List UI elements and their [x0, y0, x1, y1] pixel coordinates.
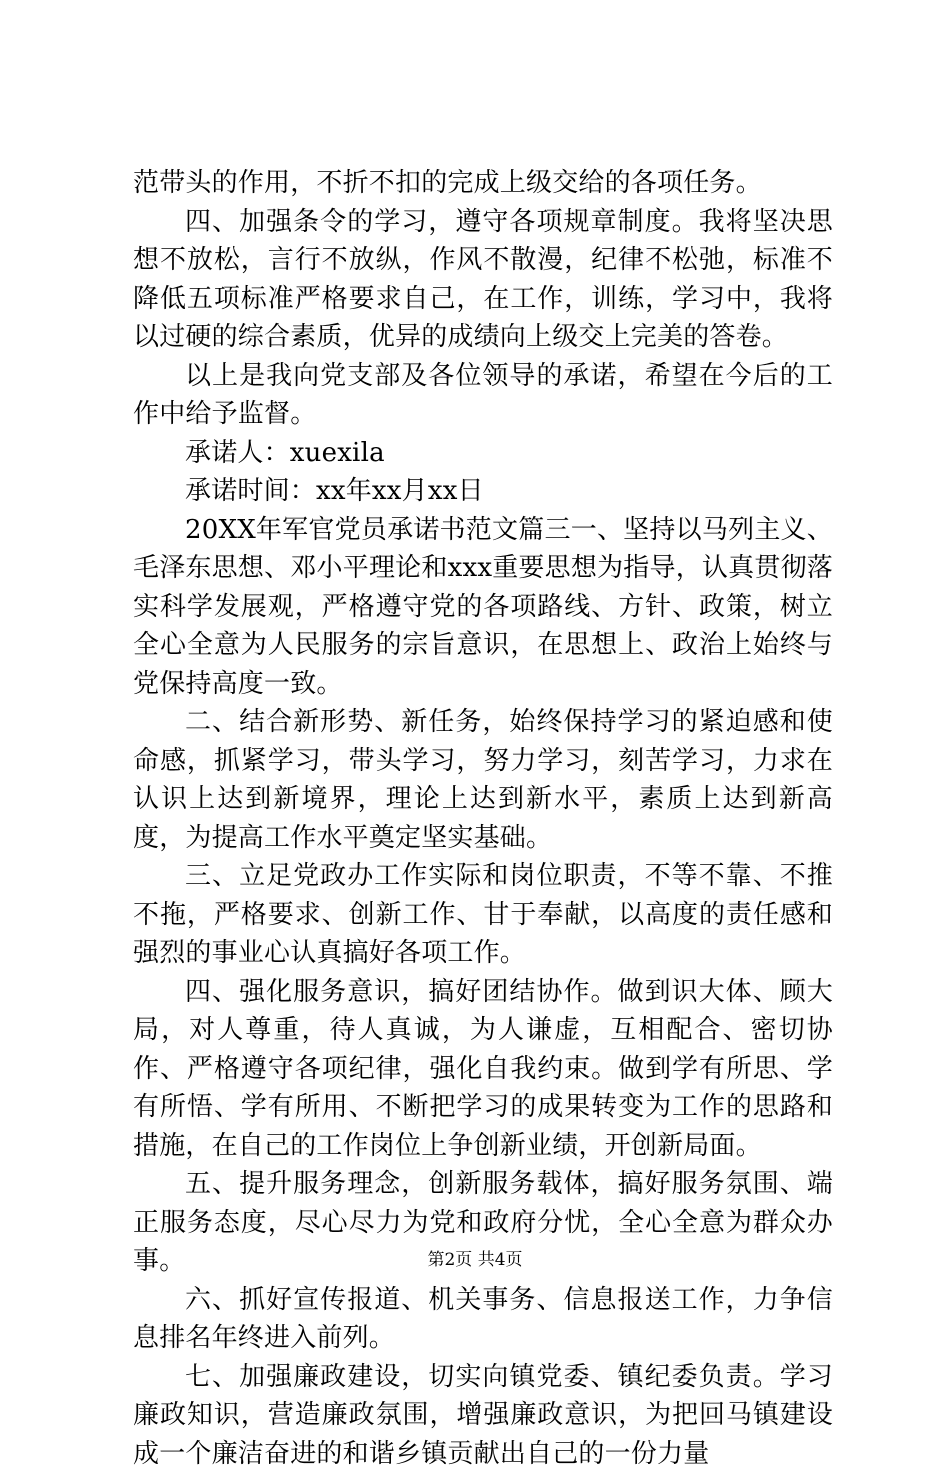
paragraph-2: 四、加强条令的学习，遵守各项规章制度。我将坚决思想不放松，言行不放纵，作风不散漫，纪律不松弛，标准不降低五项标准严格要求自己，在工作，训练，学习中，我将以过硬的综合素质，优异的成绩向上级交上完美的答卷。	[133, 203, 833, 357]
page-number-footer: 第2页 共4页	[0, 1245, 950, 1270]
paragraph-9: 四、强化服务意识，搞好团结协作。做到识大体、顾大局，对人尊重，待人真诚，为人谦虚，互相配合、密切协作、严格遵守各项纪律，强化自我约束。做到学有所思、学有所悟、学有所用、不断把学习的成果转变为工作的思路和措施，在自己的工作岗位上争创新业绩，开创新局面。	[133, 973, 833, 1166]
paragraph-3: 以上是我向党支部及各位领导的承诺，希望在今后的工作中给予监督。	[133, 357, 833, 434]
paragraph-1: 范带头的作用，不折不扣的完成上级交给的各项任务。	[133, 164, 833, 203]
document-body	[133, 164, 833, 1473]
paragraph-10: 五、提升服务理念，创新服务载体，搞好服务氛围、端正服务态度，尽心尽力为党和政府分忧，全心全意为群众办事。	[133, 1165, 833, 1281]
promisor-line: 承诺人：xuexila	[133, 434, 833, 473]
paragraph-7: 二、结合新形势、新任务，始终保持学习的紧迫感和使命感，抓紧学习，带头学习，努力学习，刻苦学习，力求在认识上达到新境界，理论上达到新水平，素质上达到新高度，为提高工作水平奠定坚实基础。	[133, 703, 833, 857]
paragraph-8: 三、立足党政办工作实际和岗位职责，不等不靠、不推不拖，严格要求、创新工作、甘于奉献，以高度的责任感和强烈的事业心认真搞好各项工作。	[133, 857, 833, 973]
paragraph-12: 七、加强廉政建设，切实向镇党委、镇纪委负责。学习廉政知识，营造廉政氛围，增强廉政意识，为把回马镇建设成一个廉洁奋进的和谐乡镇贡献出自己的一份力量	[133, 1358, 833, 1473]
paragraph-6: 20XX年军官党员承诺书范文篇三一、坚持以马列主义、毛泽东思想、邓小平理论和xxx重要思想为指导，认真贯彻落实科学发展观，严格遵守党的各项路线、方针、政策，树立全心全意为人民服务的宗旨意识，在思想上、政治上始终与党保持高度一致。	[133, 511, 833, 704]
paragraph-11: 六、抓好宣传报道、机关事务、信息报送工作，力争信息排名年终进入前列。	[133, 1281, 833, 1358]
promise-date-line: 承诺时间：xx年xx月xx日	[133, 472, 833, 511]
